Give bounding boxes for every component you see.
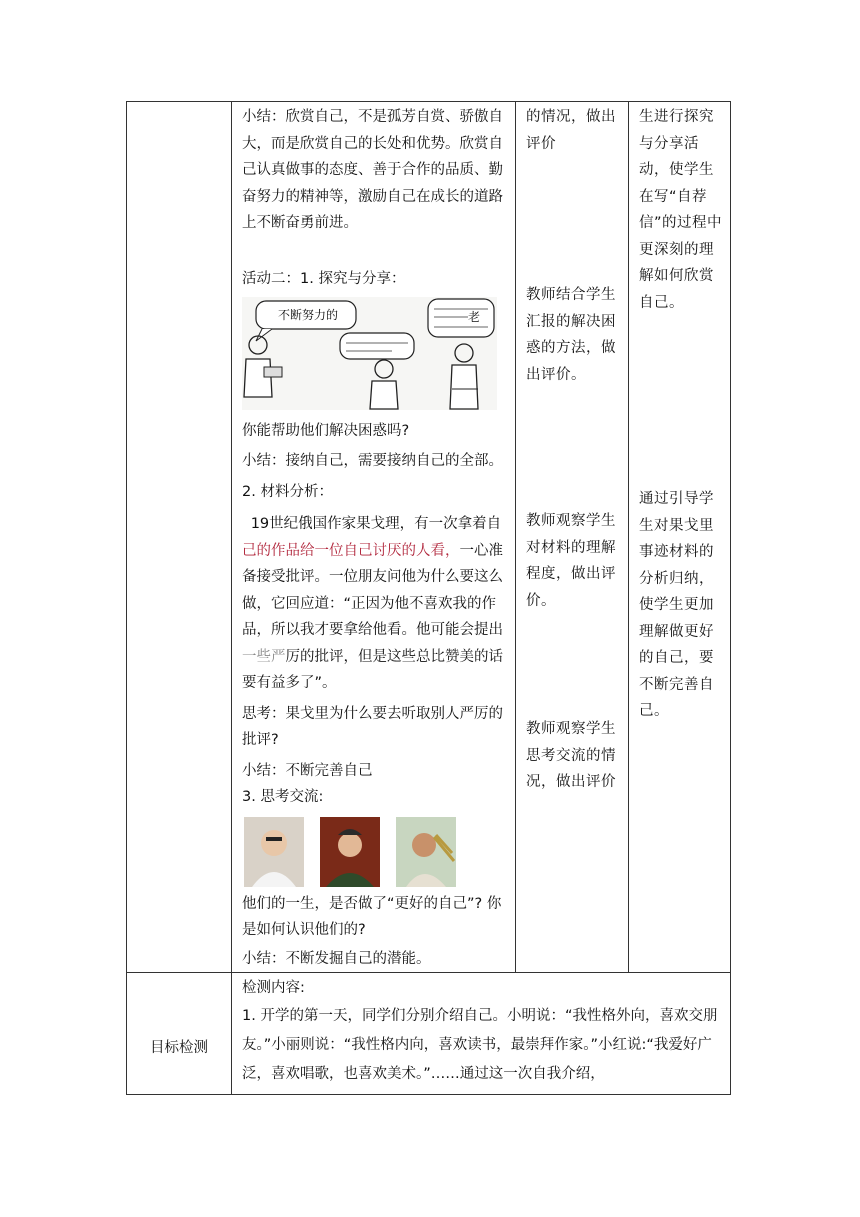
- portrait-photo-1: [244, 817, 304, 887]
- summary-accept-self: 小结：接纳自己，需要接纳自己的全部。: [242, 453, 503, 469]
- design-intent-a: 生进行探究与分享活动，使学生在写“自荐信”的过程中更深刻的理解如何欣赏自己。: [639, 109, 723, 311]
- check-content-heading: 检测内容:: [242, 980, 305, 996]
- design-intent-b: 通过引导学生对果戈里事迹材料的分析归纳，使学生更加理解做更好的自己，要不断完善自己。: [639, 491, 714, 719]
- think-exchange-heading: 3. 思考交流:: [242, 789, 324, 805]
- portrait-photo-2: [320, 817, 380, 887]
- teacher-evaluation-cell: [516, 102, 629, 973]
- summary-appreciate-self: 小结：欣赏自己，不是孤芳自赏、骄傲自大，而是欣赏自己的长处和优势。欣赏自己认真做事的态度、善于合作的品质、勤奋努力的精神等，激励自己在成长的道路上不断奋勇前进。: [242, 109, 503, 231]
- material-text-part-a: 19世纪俄国作家果戈理，有一次拿着自: [250, 516, 502, 532]
- material-text-part-b: 一心准备接受批评。一位朋友问他为什么要这么做，它回应道：“正因为他不喜欢我的作品，所以我才要拿给他看。他可能会提出: [242, 542, 503, 638]
- table-row: [127, 973, 731, 1095]
- summary-improve-self: 小结：不断完善自己: [242, 762, 373, 779]
- question-help-them: 你能帮助他们解决困惑吗?: [242, 422, 410, 439]
- activity-two-heading: 活动二：1. 探究与分享：: [242, 271, 406, 287]
- material-text-faded: 一些严: [242, 648, 286, 665]
- speech-bubble-right-text: 老: [468, 309, 481, 324]
- evaluation-d: 教师观察学生思考交流的情况，做出评价: [526, 721, 616, 790]
- explore-share-cartoon: [242, 297, 497, 410]
- evaluation-c: 教师观察学生对材料的理解程度，做出评价。: [526, 513, 616, 609]
- speech-bubble-right: [428, 299, 494, 337]
- target-check-label: 目标检测: [150, 1040, 208, 1056]
- design-intent-cell: [629, 102, 731, 973]
- speech-bubble-middle: [340, 333, 414, 359]
- thinking-question: 思考：果戈里为什么要去听取别人严厉的批评?: [242, 705, 503, 748]
- evaluation-a: 的情况，做出评价: [526, 109, 616, 152]
- evaluation-b: 教师结合学生汇报的解决困惑的方法，做出评价。: [526, 287, 616, 383]
- portrait-photo-3: [396, 817, 456, 887]
- table-row: [127, 102, 731, 973]
- question-better-self: 他们的一生，是否做了“更好的自己”? 你是如何认识他们的?: [242, 895, 502, 938]
- material-text-highlight: 己的作品给一位自己讨厌的人看，: [242, 542, 460, 559]
- speech-bubble-left-text: 不断努力的: [278, 307, 339, 322]
- material-analysis-heading: 2. 材料分析：: [242, 483, 333, 500]
- lesson-plan-table: [126, 101, 731, 1095]
- target-check-content-cell: [232, 973, 731, 1095]
- portrait-photos: [244, 817, 507, 887]
- target-check-label-cell: [127, 973, 232, 1095]
- summary-potential: 小结：不断发掘自己的潜能。: [242, 950, 431, 967]
- material-text-part-c: 厉的批评，但是这些总比赞美的话要有益多了”。: [242, 648, 503, 691]
- gogol-material-text: [242, 511, 507, 697]
- stage-label-cell-empty: [127, 102, 232, 973]
- check-question-1: 1. 开学的第一天，同学们分别介绍自己。小明说：“我性格外向，喜欢交朋友。”小丽则说：“我性格内向，喜欢读书，最崇拜作家。”小红说:“我爱好广泛，喜欢唱歌，也喜欢美术。”……通过这一次自我介绍，: [242, 1007, 718, 1082]
- teaching-content-cell: [232, 102, 516, 973]
